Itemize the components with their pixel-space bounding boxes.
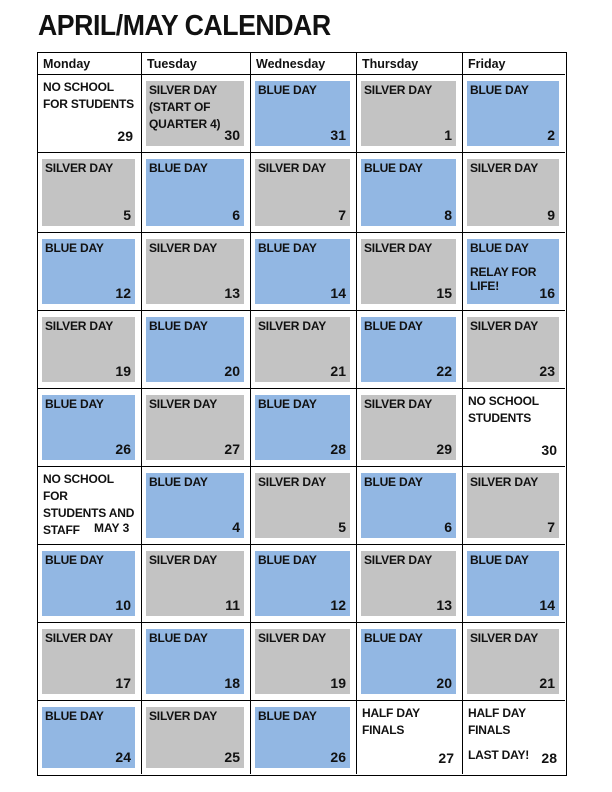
day-label: SILVER DAY xyxy=(470,631,539,645)
day-number: 27 xyxy=(224,441,240,457)
calendar-day-cell[interactable] xyxy=(357,389,463,467)
day-number: 2 xyxy=(547,127,555,143)
calendar-day-cell[interactable] xyxy=(142,701,251,774)
silver-day-box xyxy=(361,551,456,616)
blue-day-box xyxy=(42,707,135,768)
blue-day-box xyxy=(42,395,135,460)
calendar-day-cell[interactable] xyxy=(463,467,565,545)
day-label: BLUE DAY xyxy=(470,553,529,567)
day-number: 28 xyxy=(541,750,557,766)
day-number: 20 xyxy=(436,675,452,691)
silver-day-box xyxy=(146,81,244,146)
calendar-day-cell[interactable] xyxy=(357,701,463,774)
calendar-day-cell[interactable] xyxy=(463,311,565,389)
day-number: 13 xyxy=(224,285,240,301)
day-number: 13 xyxy=(436,597,452,613)
day-note: RELAY FOR LIFE! xyxy=(470,265,537,293)
silver-day-box xyxy=(361,81,456,146)
calendar-day-cell[interactable] xyxy=(38,153,142,233)
day-label: SILVER DAY xyxy=(149,241,218,255)
day-label: BLUE DAY xyxy=(364,475,423,489)
day-number: 14 xyxy=(539,597,555,613)
day-number: 15 xyxy=(436,285,452,301)
calendar-day-cell[interactable] xyxy=(463,701,565,774)
calendar-day-cell[interactable] xyxy=(142,75,251,153)
blue-day-box xyxy=(255,551,350,616)
day-label: SILVER DAY xyxy=(364,83,433,97)
day-number: 18 xyxy=(224,675,240,691)
calendar-day-cell[interactable] xyxy=(463,233,565,311)
silver-day-box xyxy=(146,239,244,304)
calendar-day-cell[interactable] xyxy=(251,311,357,389)
calendar-day-cell[interactable] xyxy=(142,467,251,545)
calendar-day-cell[interactable] xyxy=(357,545,463,623)
blue-day-box xyxy=(146,473,244,538)
blue-day-box xyxy=(255,707,350,768)
day-label: NO SCHOOL FOR STUDENTS xyxy=(43,80,134,111)
day-number: 17 xyxy=(115,675,131,691)
blue-day-box xyxy=(42,551,135,616)
day-label: BLUE DAY xyxy=(149,475,208,489)
calendar-day-cell[interactable] xyxy=(463,153,565,233)
day-label: BLUE DAY xyxy=(470,83,529,97)
blue-day-box xyxy=(467,239,559,304)
blue-day-box xyxy=(361,473,456,538)
calendar-grid xyxy=(37,52,567,776)
calendar-day-cell[interactable] xyxy=(38,311,142,389)
day-number: 29 xyxy=(436,441,452,457)
calendar-day-cell[interactable] xyxy=(38,467,142,545)
calendar-day-cell[interactable] xyxy=(463,623,565,701)
silver-day-box xyxy=(467,629,559,694)
calendar-day-cell[interactable] xyxy=(142,545,251,623)
day-label: SILVER DAY xyxy=(258,319,327,333)
calendar-day-cell[interactable] xyxy=(142,311,251,389)
blue-day-box xyxy=(146,317,244,382)
calendar-day-cell[interactable] xyxy=(38,75,142,153)
day-number: 21 xyxy=(539,675,555,691)
day-number: 22 xyxy=(436,363,452,379)
day-label: BLUE DAY xyxy=(258,83,317,97)
silver-day-box xyxy=(255,473,350,538)
day-number: 29 xyxy=(117,128,133,144)
silver-day-box xyxy=(146,707,244,768)
day-label: SILVER DAY xyxy=(470,161,539,175)
calendar-day-cell[interactable] xyxy=(357,233,463,311)
page-title: APRIL/MAY CALENDAR xyxy=(38,10,331,42)
calendar-day-cell[interactable] xyxy=(251,233,357,311)
day-number: 30 xyxy=(224,127,240,143)
day-label: BLUE DAY xyxy=(364,161,423,175)
silver-day-box xyxy=(361,239,456,304)
day-label: BLUE DAY xyxy=(258,709,317,723)
day-label: BLUE DAY xyxy=(45,241,104,255)
day-number: 8 xyxy=(444,207,452,223)
day-note: LAST DAY! xyxy=(468,748,530,762)
day-number: 11 xyxy=(225,597,240,613)
weekday-header-monday: Monday xyxy=(38,53,142,75)
day-number: 26 xyxy=(330,749,346,765)
day-label: SILVER DAY xyxy=(149,553,218,567)
silver-day-box xyxy=(146,551,244,616)
day-label: BLUE DAY xyxy=(45,709,104,723)
day-label: SILVER DAY xyxy=(149,709,218,723)
day-label: SILVER DAY xyxy=(470,319,539,333)
blue-day-box xyxy=(361,629,456,694)
calendar-day-cell[interactable] xyxy=(251,701,357,774)
calendar-day-cell[interactable] xyxy=(38,389,142,467)
day-label: SILVER DAY xyxy=(258,631,327,645)
day-number: 6 xyxy=(444,519,452,535)
silver-day-box xyxy=(255,317,350,382)
day-label: SILVER DAY (START OF QUARTER 4) xyxy=(149,83,221,131)
calendar-day-cell[interactable] xyxy=(38,545,142,623)
day-number: 20 xyxy=(224,363,240,379)
silver-day-box xyxy=(42,629,135,694)
day-number: 25 xyxy=(224,749,240,765)
silver-day-box xyxy=(467,473,559,538)
day-number: 5 xyxy=(338,519,346,535)
calendar-day-cell[interactable] xyxy=(357,153,463,233)
day-label: BLUE DAY xyxy=(258,553,317,567)
calendar-day-cell[interactable] xyxy=(142,233,251,311)
day-number: 12 xyxy=(330,597,346,613)
day-number: 7 xyxy=(547,519,555,535)
calendar-day-cell[interactable] xyxy=(251,467,357,545)
day-label: SILVER DAY xyxy=(149,397,218,411)
blue-day-box xyxy=(146,159,244,226)
day-number: 27 xyxy=(438,750,454,766)
calendar-day-cell[interactable] xyxy=(38,233,142,311)
day-number: 1 xyxy=(444,127,452,143)
calendar-day-cell[interactable] xyxy=(251,623,357,701)
day-label: SILVER DAY xyxy=(364,397,433,411)
calendar-day-cell[interactable] xyxy=(357,623,463,701)
day-label: SILVER DAY xyxy=(45,319,114,333)
calendar-day-cell[interactable] xyxy=(251,545,357,623)
silver-day-box xyxy=(42,317,135,382)
day-label: BLUE DAY xyxy=(364,319,423,333)
calendar-day-cell[interactable] xyxy=(463,389,565,467)
silver-day-box xyxy=(255,159,350,226)
day-number: 10 xyxy=(115,597,131,613)
calendar-day-cell[interactable] xyxy=(463,75,565,153)
calendar-day-cell[interactable] xyxy=(251,75,357,153)
day-number: 12 xyxy=(115,285,131,301)
day-label: SILVER DAY xyxy=(45,631,114,645)
blue-day-box xyxy=(467,551,559,616)
day-number: 31 xyxy=(330,127,346,143)
calendar-day-cell[interactable] xyxy=(357,467,463,545)
weekday-header-thursday: Thursday xyxy=(357,53,463,75)
blue-day-box xyxy=(255,81,350,146)
day-label: HALF DAY FINALS xyxy=(468,706,526,737)
day-label: BLUE DAY xyxy=(149,631,208,645)
day-number: 21 xyxy=(330,363,346,379)
day-number: 19 xyxy=(115,363,131,379)
silver-day-box xyxy=(42,159,135,226)
calendar-day-cell[interactable] xyxy=(357,311,463,389)
calendar-day-cell[interactable] xyxy=(38,701,142,774)
day-number: 30 xyxy=(541,442,557,458)
day-label: BLUE DAY xyxy=(258,241,317,255)
calendar-day-cell[interactable] xyxy=(251,389,357,467)
day-number: 19 xyxy=(330,675,346,691)
weekday-header-tuesday: Tuesday xyxy=(142,53,251,75)
day-label: HALF DAY FINALS xyxy=(362,706,420,737)
day-label: SILVER DAY xyxy=(258,161,327,175)
blue-day-box xyxy=(361,159,456,226)
calendar-day-cell[interactable] xyxy=(142,389,251,467)
day-label: BLUE DAY xyxy=(258,397,317,411)
day-label: NO SCHOOL FOR STUDENTS AND STAFF xyxy=(43,472,135,537)
day-label: SILVER DAY xyxy=(45,161,114,175)
day-number: 23 xyxy=(539,363,555,379)
day-number: 16 xyxy=(539,285,555,301)
blue-day-box xyxy=(255,239,350,304)
silver-day-box xyxy=(361,395,456,460)
day-label: SILVER DAY xyxy=(364,553,433,567)
blue-day-box xyxy=(146,629,244,694)
day-number: 4 xyxy=(232,519,240,535)
calendar-day-cell[interactable] xyxy=(142,623,251,701)
day-number: 24 xyxy=(115,749,131,765)
day-label: NO SCHOOL STUDENTS xyxy=(468,394,539,425)
calendar-day-cell[interactable] xyxy=(463,545,565,623)
day-label: BLUE DAY xyxy=(149,319,208,333)
blue-day-box xyxy=(42,239,135,304)
silver-day-box xyxy=(467,159,559,226)
weekday-header-friday: Friday xyxy=(463,53,565,75)
blue-day-box xyxy=(467,81,559,146)
blue-day-box xyxy=(361,317,456,382)
calendar-day-cell[interactable] xyxy=(142,153,251,233)
day-number: 14 xyxy=(330,285,346,301)
calendar-day-cell[interactable] xyxy=(357,75,463,153)
calendar-day-cell[interactable] xyxy=(38,623,142,701)
silver-day-box xyxy=(255,629,350,694)
day-number: 7 xyxy=(338,207,346,223)
day-number: 28 xyxy=(330,441,346,457)
day-label: BLUE DAY xyxy=(45,553,104,567)
silver-day-box xyxy=(146,395,244,460)
silver-day-box xyxy=(467,317,559,382)
day-number: 26 xyxy=(115,441,131,457)
day-label: SILVER DAY xyxy=(470,475,539,489)
day-label: SILVER DAY xyxy=(364,241,433,255)
month-date-label: MAY 3 xyxy=(94,521,130,535)
day-label: BLUE DAY xyxy=(470,241,529,255)
day-label: BLUE DAY xyxy=(45,397,104,411)
day-number: 5 xyxy=(123,207,131,223)
day-label: SILVER DAY xyxy=(258,475,327,489)
weekday-header-wednesday: Wednesday xyxy=(251,53,357,75)
day-number: 6 xyxy=(232,207,240,223)
day-number: 9 xyxy=(547,207,555,223)
calendar-day-cell[interactable] xyxy=(251,153,357,233)
blue-day-box xyxy=(255,395,350,460)
day-label: BLUE DAY xyxy=(149,161,208,175)
day-label: BLUE DAY xyxy=(364,631,423,645)
